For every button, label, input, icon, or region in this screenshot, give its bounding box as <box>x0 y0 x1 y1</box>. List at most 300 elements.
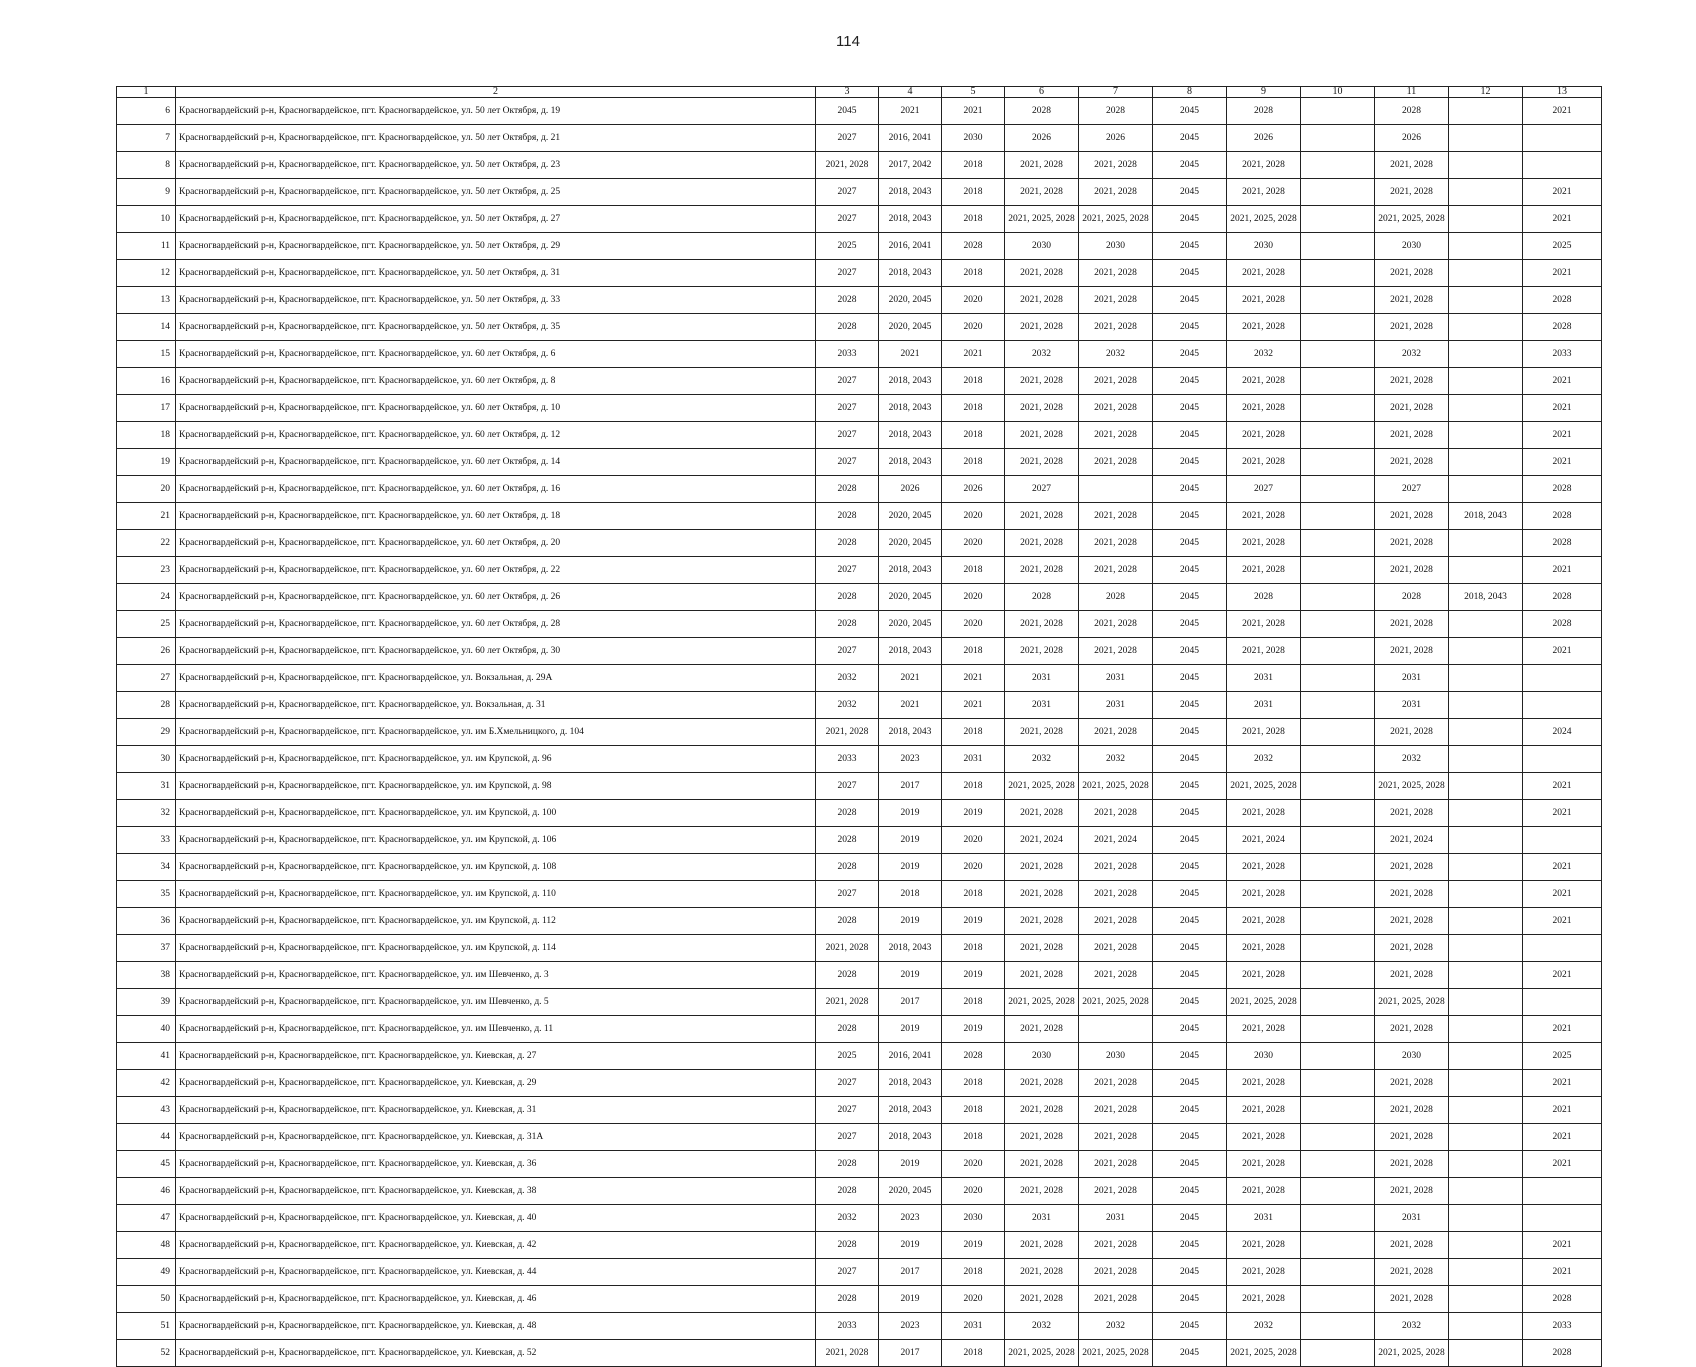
column-header: 2 <box>176 87 816 98</box>
year-cell: 2021, 2025, 2028 <box>1005 989 1079 1016</box>
year-cell: 2021, 2028 <box>1005 908 1079 935</box>
year-cell: 2021, 2028 <box>1375 1070 1449 1097</box>
table-row <box>117 1151 1602 1178</box>
address-cell: Красногвардейский р-н, Красногвардейское, пгт. Красногвардейское, ул. 60 лет Октября, д. 14 <box>176 449 816 476</box>
year-cell: 2018, 2043 <box>879 719 942 746</box>
year-cell: 2045 <box>1153 530 1227 557</box>
year-cell: 2021, 2028 <box>1005 1016 1079 1043</box>
table-row <box>117 476 1602 503</box>
year-cell <box>1301 584 1375 611</box>
year-cell: 2045 <box>1153 800 1227 827</box>
year-cell: 2033 <box>816 341 879 368</box>
year-cell: 2021, 2024 <box>1375 827 1449 854</box>
year-cell: 2021, 2028 <box>1375 368 1449 395</box>
year-cell: 2021, 2025, 2028 <box>1079 773 1153 800</box>
table-row <box>117 827 1602 854</box>
year-cell: 2018, 2043 <box>1449 503 1523 530</box>
year-cell <box>1301 1286 1375 1313</box>
year-cell: 2021, 2028 <box>1375 449 1449 476</box>
year-cell: 2021, 2028 <box>1375 638 1449 665</box>
year-cell <box>1301 800 1375 827</box>
year-cell: 2031 <box>1375 692 1449 719</box>
column-header: 11 <box>1375 87 1449 98</box>
year-cell: 2018 <box>942 1097 1005 1124</box>
year-cell <box>1449 773 1523 800</box>
year-cell: 2021, 2028 <box>1227 638 1301 665</box>
year-cell <box>1301 314 1375 341</box>
year-cell: 2018 <box>942 638 1005 665</box>
year-cell: 2021, 2028 <box>1079 1259 1153 1286</box>
year-cell: 2028 <box>1523 1340 1602 1367</box>
year-cell: 2032 <box>816 692 879 719</box>
year-cell: 2021, 2028 <box>1375 1151 1449 1178</box>
year-cell: 2020 <box>942 611 1005 638</box>
year-cell: 2021, 2028 <box>1005 179 1079 206</box>
year-cell: 2019 <box>879 908 942 935</box>
year-cell: 2021, 2028 <box>1227 395 1301 422</box>
year-cell: 2021, 2025, 2028 <box>1079 206 1153 233</box>
table-row <box>117 1340 1602 1367</box>
row-number-cell: 31 <box>117 773 176 800</box>
year-cell: 2021, 2028 <box>1005 881 1079 908</box>
column-header: 3 <box>816 87 879 98</box>
year-cell: 2025 <box>816 1043 879 1070</box>
year-cell: 2021, 2025, 2028 <box>1079 989 1153 1016</box>
year-cell: 2019 <box>942 1232 1005 1259</box>
year-cell: 2028 <box>1375 584 1449 611</box>
year-cell: 2021, 2028 <box>1227 800 1301 827</box>
year-cell: 2045 <box>1153 368 1227 395</box>
address-cell: Красногвардейский р-н, Красногвардейское, пгт. Красногвардейское, ул. Киевская, д. 31 <box>176 1097 816 1124</box>
year-cell <box>1449 314 1523 341</box>
year-cell: 2028 <box>1523 1286 1602 1313</box>
year-cell: 2045 <box>1153 827 1227 854</box>
row-number-cell: 20 <box>117 476 176 503</box>
year-cell: 2021, 2028 <box>1079 530 1153 557</box>
year-cell: 2045 <box>1153 1286 1227 1313</box>
year-cell: 2031 <box>1227 692 1301 719</box>
year-cell: 2018 <box>942 422 1005 449</box>
year-cell: 2020 <box>942 1178 1005 1205</box>
row-number-cell: 48 <box>117 1232 176 1259</box>
table-row <box>117 1205 1602 1232</box>
year-cell <box>1449 1070 1523 1097</box>
year-cell: 2016, 2041 <box>879 233 942 260</box>
column-header: 8 <box>1153 87 1227 98</box>
row-number-cell: 12 <box>117 260 176 287</box>
year-cell: 2045 <box>1153 503 1227 530</box>
year-cell: 2021, 2028 <box>1375 1286 1449 1313</box>
year-cell: 2031 <box>942 746 1005 773</box>
year-cell <box>1449 1259 1523 1286</box>
year-cell: 2045 <box>1153 1097 1227 1124</box>
year-cell: 2021, 2028 <box>1227 1286 1301 1313</box>
year-cell: 2023 <box>879 746 942 773</box>
year-cell: 2020 <box>942 827 1005 854</box>
row-number-cell: 33 <box>117 827 176 854</box>
year-cell: 2021, 2028 <box>1079 638 1153 665</box>
year-cell: 2031 <box>1079 1205 1153 1232</box>
year-cell: 2030 <box>942 1205 1005 1232</box>
year-cell: 2021 <box>1523 1124 1602 1151</box>
year-cell: 2027 <box>1375 476 1449 503</box>
year-cell: 2021, 2028 <box>1227 530 1301 557</box>
year-cell: 2019 <box>879 1232 942 1259</box>
year-cell: 2021 <box>1523 368 1602 395</box>
year-cell: 2028 <box>816 287 879 314</box>
year-cell: 2021, 2028 <box>1005 1286 1079 1313</box>
table-row <box>117 962 1602 989</box>
row-number-cell: 19 <box>117 449 176 476</box>
year-cell <box>1301 827 1375 854</box>
year-cell: 2033 <box>816 746 879 773</box>
year-cell: 2018 <box>942 152 1005 179</box>
year-cell: 2021 <box>1523 449 1602 476</box>
year-cell: 2020 <box>942 503 1005 530</box>
year-cell: 2020, 2045 <box>879 287 942 314</box>
year-cell <box>1301 1070 1375 1097</box>
column-header: 10 <box>1301 87 1375 98</box>
year-cell: 2045 <box>1153 692 1227 719</box>
year-cell: 2021, 2025, 2028 <box>1005 773 1079 800</box>
address-cell: Красногвардейский р-н, Красногвардейское, пгт. Красногвардейское, ул. им Крупской, д. 98 <box>176 773 816 800</box>
year-cell: 2021 <box>1523 1232 1602 1259</box>
year-cell: 2021, 2025, 2028 <box>1227 773 1301 800</box>
year-cell: 2028 <box>816 1232 879 1259</box>
year-cell: 2021, 2028 <box>1375 719 1449 746</box>
year-cell: 2018 <box>942 719 1005 746</box>
address-cell: Красногвардейский р-н, Красногвардейское, пгт. Красногвардейское, ул. 50 лет Октября, д. 21 <box>176 125 816 152</box>
year-cell <box>1301 719 1375 746</box>
year-cell <box>1449 800 1523 827</box>
year-cell: 2028 <box>1079 584 1153 611</box>
address-cell: Красногвардейский р-н, Красногвардейское, пгт. Красногвардейское, ул. им Шевченко, д. 11 <box>176 1016 816 1043</box>
year-cell <box>1449 449 1523 476</box>
year-cell: 2021, 2025, 2028 <box>1079 1340 1153 1367</box>
year-cell: 2020, 2045 <box>879 1178 942 1205</box>
year-cell <box>1449 1286 1523 1313</box>
address-cell: Красногвардейский р-н, Красногвардейское, пгт. Красногвардейское, ул. 50 лет Октября, д. 31 <box>176 260 816 287</box>
year-cell: 2031 <box>1005 665 1079 692</box>
year-cell: 2032 <box>1375 341 1449 368</box>
year-cell: 2021, 2028 <box>1375 422 1449 449</box>
address-cell: Красногвардейский р-н, Красногвардейское, пгт. Красногвардейское, ул. им Крупской, д. 108 <box>176 854 816 881</box>
year-cell: 2028 <box>816 800 879 827</box>
year-cell: 2018, 2043 <box>879 1097 942 1124</box>
year-cell: 2021, 2025, 2028 <box>1227 989 1301 1016</box>
year-cell: 2021, 2028 <box>1005 368 1079 395</box>
year-cell <box>1449 1205 1523 1232</box>
year-cell: 2026 <box>1005 125 1079 152</box>
year-cell: 2018, 2043 <box>879 638 942 665</box>
year-cell <box>1449 962 1523 989</box>
year-cell <box>1301 341 1375 368</box>
year-cell: 2021, 2028 <box>1079 557 1153 584</box>
year-cell <box>1449 98 1523 125</box>
year-cell: 2045 <box>1153 1151 1227 1178</box>
year-cell: 2020, 2045 <box>879 503 942 530</box>
year-cell: 2021, 2028 <box>1005 449 1079 476</box>
column-header: 1 <box>117 87 176 98</box>
year-cell: 2021, 2028 <box>1079 881 1153 908</box>
year-cell: 2018 <box>942 557 1005 584</box>
year-cell <box>1301 1178 1375 1205</box>
year-cell: 2021 <box>879 692 942 719</box>
year-cell: 2016, 2041 <box>879 1043 942 1070</box>
year-cell: 2021 <box>1523 638 1602 665</box>
year-cell <box>1301 287 1375 314</box>
year-cell <box>1301 233 1375 260</box>
year-cell: 2027 <box>816 773 879 800</box>
year-cell: 2019 <box>879 827 942 854</box>
year-cell <box>1449 611 1523 638</box>
year-cell <box>1449 125 1523 152</box>
address-cell: Красногвардейский р-н, Красногвардейское, пгт. Красногвардейское, ул. 60 лет Октября, д. 6 <box>176 341 816 368</box>
year-cell: 2045 <box>1153 125 1227 152</box>
year-cell: 2045 <box>1153 611 1227 638</box>
year-cell: 2025 <box>1523 1043 1602 1070</box>
year-cell <box>1523 989 1602 1016</box>
year-cell: 2045 <box>1153 1340 1227 1367</box>
address-cell: Красногвардейский р-н, Красногвардейское, пгт. Красногвардейское, ул. 50 лет Октября, д. 35 <box>176 314 816 341</box>
year-cell <box>1301 206 1375 233</box>
address-cell: Красногвардейский р-н, Красногвардейское, пгт. Красногвардейское, ул. им Б.Хмельницкого, д. 104 <box>176 719 816 746</box>
address-cell: Красногвардейский р-н, Красногвардейское, пгт. Красногвардейское, ул. Киевская, д. 29 <box>176 1070 816 1097</box>
year-cell: 2025 <box>1523 233 1602 260</box>
year-cell <box>1301 989 1375 1016</box>
year-cell <box>1301 692 1375 719</box>
year-cell: 2028 <box>816 530 879 557</box>
year-cell: 2027 <box>816 638 879 665</box>
address-cell: Красногвардейский р-н, Красногвардейское, пгт. Красногвардейское, ул. Киевская, д. 48 <box>176 1313 816 1340</box>
year-cell: 2045 <box>1153 341 1227 368</box>
year-cell: 2020 <box>942 287 1005 314</box>
table-row <box>117 395 1602 422</box>
table-row <box>117 530 1602 557</box>
table-row <box>117 935 1602 962</box>
year-cell <box>1301 1259 1375 1286</box>
row-number-cell: 32 <box>117 800 176 827</box>
column-header: 6 <box>1005 87 1079 98</box>
year-cell: 2021 <box>1523 557 1602 584</box>
table-row <box>117 341 1602 368</box>
year-cell: 2031 <box>1079 665 1153 692</box>
year-cell: 2021, 2028 <box>1227 1151 1301 1178</box>
year-cell <box>1449 881 1523 908</box>
year-cell: 2030 <box>1227 233 1301 260</box>
row-number-cell: 37 <box>117 935 176 962</box>
row-number-cell: 13 <box>117 287 176 314</box>
table-row <box>117 1232 1602 1259</box>
row-number-cell: 6 <box>117 98 176 125</box>
year-cell: 2019 <box>879 854 942 881</box>
year-cell: 2018, 2043 <box>879 422 942 449</box>
row-number-cell: 18 <box>117 422 176 449</box>
year-cell: 2021 <box>942 692 1005 719</box>
year-cell: 2026 <box>1079 125 1153 152</box>
year-cell: 2021, 2025, 2028 <box>1227 206 1301 233</box>
row-number-cell: 21 <box>117 503 176 530</box>
year-cell: 2045 <box>1153 98 1227 125</box>
year-cell: 2027 <box>816 1097 879 1124</box>
table-row <box>117 206 1602 233</box>
year-cell <box>1449 935 1523 962</box>
year-cell: 2020 <box>942 1286 1005 1313</box>
address-cell: Красногвардейский р-н, Красногвардейское, пгт. Красногвардейское, ул. 60 лет Октября, д. 20 <box>176 530 816 557</box>
page-number: 114 <box>836 33 860 50</box>
row-number-cell: 41 <box>117 1043 176 1070</box>
year-cell: 2028 <box>816 827 879 854</box>
row-number-cell: 15 <box>117 341 176 368</box>
year-cell <box>1301 773 1375 800</box>
year-cell: 2021, 2028 <box>1005 1151 1079 1178</box>
year-cell: 2025 <box>816 233 879 260</box>
year-cell <box>1523 827 1602 854</box>
year-cell <box>1301 260 1375 287</box>
year-cell: 2021, 2028 <box>1079 287 1153 314</box>
year-cell: 2045 <box>1153 719 1227 746</box>
year-cell: 2028 <box>816 503 879 530</box>
table-row <box>117 422 1602 449</box>
address-cell: Красногвардейский р-н, Красногвардейское, пгт. Красногвардейское, ул. 60 лет Октября, д. 28 <box>176 611 816 638</box>
row-number-cell: 9 <box>117 179 176 206</box>
column-header: 12 <box>1449 87 1523 98</box>
year-cell <box>1301 1097 1375 1124</box>
year-cell: 2021, 2028 <box>1079 1124 1153 1151</box>
year-cell: 2021, 2028 <box>1227 1178 1301 1205</box>
year-cell: 2028 <box>1523 314 1602 341</box>
year-cell: 2021, 2028 <box>1227 1259 1301 1286</box>
table-row <box>117 125 1602 152</box>
address-cell: Красногвардейский р-н, Красногвардейское, пгт. Красногвардейское, ул. Киевская, д. 42 <box>176 1232 816 1259</box>
row-number-cell: 7 <box>117 125 176 152</box>
year-cell: 2021, 2028 <box>1375 152 1449 179</box>
year-cell: 2045 <box>1153 638 1227 665</box>
year-cell <box>1301 665 1375 692</box>
year-cell: 2045 <box>1153 1205 1227 1232</box>
year-cell: 2021, 2028 <box>1227 1124 1301 1151</box>
year-cell: 2021, 2028 <box>1079 152 1153 179</box>
year-cell: 2045 <box>1153 557 1227 584</box>
year-cell: 2026 <box>1375 125 1449 152</box>
address-cell: Красногвардейский р-н, Красногвардейское, пгт. Красногвардейское, ул. 60 лет Октября, д. 30 <box>176 638 816 665</box>
year-cell: 2019 <box>879 1151 942 1178</box>
year-cell: 2021, 2028 <box>1375 503 1449 530</box>
year-cell: 2019 <box>879 800 942 827</box>
year-cell: 2027 <box>1227 476 1301 503</box>
year-cell: 2020, 2045 <box>879 611 942 638</box>
year-cell: 2021, 2024 <box>1079 827 1153 854</box>
row-number-cell: 44 <box>117 1124 176 1151</box>
table-row <box>117 854 1602 881</box>
row-number-cell: 42 <box>117 1070 176 1097</box>
year-cell: 2045 <box>1153 773 1227 800</box>
year-cell: 2021 <box>1523 1151 1602 1178</box>
year-cell: 2028 <box>816 1151 879 1178</box>
year-cell: 2027 <box>816 395 879 422</box>
year-cell: 2027 <box>816 557 879 584</box>
year-cell: 2028 <box>1523 611 1602 638</box>
table-row <box>117 179 1602 206</box>
year-cell: 2018, 2043 <box>879 449 942 476</box>
year-cell: 2021 <box>1523 395 1602 422</box>
year-cell: 2021, 2028 <box>1375 800 1449 827</box>
year-cell: 2021, 2028 <box>1079 1151 1153 1178</box>
year-cell: 2018, 2043 <box>879 395 942 422</box>
table-row <box>117 449 1602 476</box>
year-cell: 2027 <box>816 125 879 152</box>
year-cell: 2021, 2028 <box>1005 152 1079 179</box>
year-cell <box>1449 1178 1523 1205</box>
address-cell: Красногвардейский р-н, Красногвардейское, пгт. Красногвардейское, ул. 50 лет Октября, д. 27 <box>176 206 816 233</box>
table-row <box>117 233 1602 260</box>
row-number-cell: 51 <box>117 1313 176 1340</box>
year-cell <box>1079 1016 1153 1043</box>
year-cell: 2032 <box>816 1205 879 1232</box>
year-cell <box>1449 152 1523 179</box>
year-cell <box>1523 125 1602 152</box>
year-cell: 2019 <box>942 1016 1005 1043</box>
row-number-cell: 36 <box>117 908 176 935</box>
year-cell: 2031 <box>1227 1205 1301 1232</box>
column-header: 9 <box>1227 87 1301 98</box>
year-cell: 2030 <box>1227 1043 1301 1070</box>
year-cell: 2021, 2028 <box>1227 287 1301 314</box>
row-number-cell: 45 <box>117 1151 176 1178</box>
year-cell: 2033 <box>816 1313 879 1340</box>
year-cell: 2021, 2028 <box>1079 395 1153 422</box>
year-cell: 2018, 2043 <box>879 368 942 395</box>
year-cell: 2021, 2028 <box>1375 1232 1449 1259</box>
table-row <box>117 98 1602 125</box>
year-cell: 2021, 2028 <box>1005 962 1079 989</box>
year-cell: 2018 <box>942 1340 1005 1367</box>
year-cell <box>1449 233 1523 260</box>
table-row <box>117 746 1602 773</box>
year-cell: 2018, 2043 <box>879 260 942 287</box>
row-number-cell: 26 <box>117 638 176 665</box>
year-cell: 2033 <box>1523 341 1602 368</box>
address-cell: Красногвардейский р-н, Красногвардейское, пгт. Красногвардейское, ул. Киевская, д. 36 <box>176 1151 816 1178</box>
year-cell <box>1449 827 1523 854</box>
year-cell: 2021, 2028 <box>1005 638 1079 665</box>
year-cell: 2032 <box>1375 746 1449 773</box>
year-cell <box>1079 476 1153 503</box>
year-cell: 2024 <box>1523 719 1602 746</box>
year-cell: 2021, 2024 <box>1227 827 1301 854</box>
year-cell <box>1449 1124 1523 1151</box>
address-cell: Красногвардейский р-н, Красногвардейское, пгт. Красногвардейское, ул. 60 лет Октября, д. 10 <box>176 395 816 422</box>
year-cell <box>1449 1232 1523 1259</box>
year-cell: 2018 <box>942 935 1005 962</box>
year-cell <box>1449 692 1523 719</box>
year-cell <box>1301 611 1375 638</box>
address-cell: Красногвардейский р-н, Красногвардейское, пгт. Красногвардейское, ул. Киевская, д. 27 <box>176 1043 816 1070</box>
year-cell: 2021, 2028 <box>1375 854 1449 881</box>
year-cell: 2021, 2028 <box>1079 935 1153 962</box>
year-cell: 2045 <box>1153 422 1227 449</box>
table-row <box>117 989 1602 1016</box>
year-cell: 2018 <box>942 206 1005 233</box>
year-cell: 2032 <box>1375 1313 1449 1340</box>
year-cell: 2020 <box>942 854 1005 881</box>
year-cell: 2021, 2028 <box>1227 314 1301 341</box>
year-cell: 2021, 2028 <box>1227 611 1301 638</box>
address-cell: Красногвардейский р-н, Красногвардейское, пгт. Красногвардейское, ул. им Крупской, д. 112 <box>176 908 816 935</box>
table-row <box>117 692 1602 719</box>
year-cell: 2027 <box>816 449 879 476</box>
year-cell <box>1449 638 1523 665</box>
